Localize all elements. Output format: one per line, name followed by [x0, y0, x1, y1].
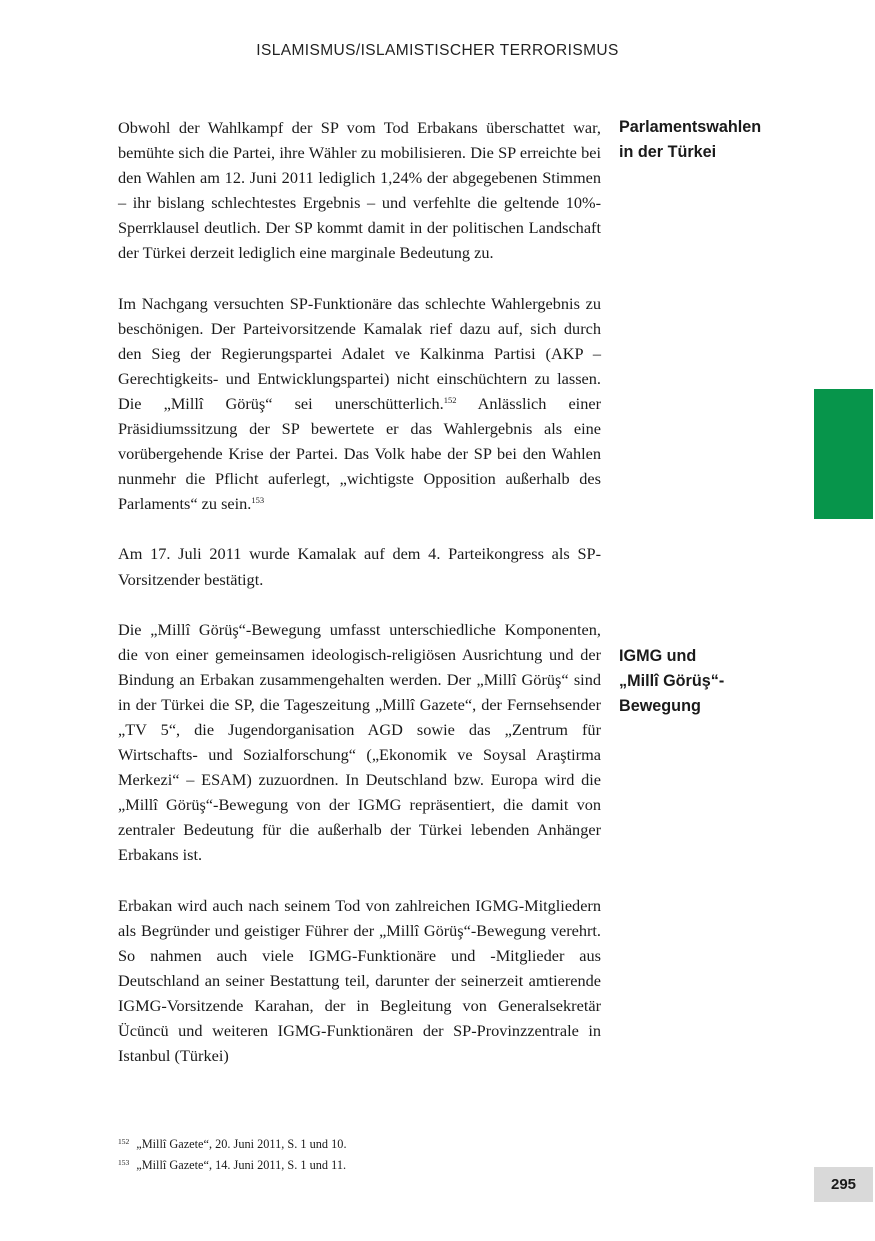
- paragraph-nachgang: [118, 291, 601, 517]
- paragraph-wahlkampf: Obwohl der Wahlkampf der SP vom Tod Erbakans überschattet war, bemühte sich die Partei, ihre Wähler zu mobilisieren. Die SP erreichte bei den Wahlen am 12. Juni 2011 lediglich 1,24% der abgegebenen Stimmen – ihr bislang schlechtestes Ergebnis – und verfehlte die geltende 10%-Sperrklausel deutlich. Der SP kommt damit in der politischen Landschaft der Türkei derzeit lediglich eine marginale Bedeutung zu.: [118, 118, 601, 263]
- side-heading-line: Parlamentswahlen: [619, 118, 762, 136]
- side-heading-line: IGMG und: [619, 647, 697, 665]
- side-heading-line: in der Türkei: [619, 143, 717, 161]
- side-heading-line: Bewegung: [619, 697, 701, 715]
- side-heading-line: „Millî Görüş“-: [619, 672, 725, 690]
- side-heading-igmg: [619, 644, 779, 719]
- paragraph-bewegung: Die „Millî Görüş“-Bewegung umfasst unterschiedliche Komponenten, die von einer gemeinsamen ideologisch-religiösen Ausrichtung und der Bindung an Erbakan zusammengehalten werden. Der „Millî Görüş“ sind in der Türkei die SP, die Tageszeitung „Millî Gazete“, der Fernsehsender „TV 5“, die Jugendorganisation AGD sowie das „Zentrum für Wirtschafts- und Sozialforschung“ („Ekonomik ve Soysal Araştirma Merkezi“ – ESAM) zuzuordnen. In Deutschland bzw. Europa wird die „Millî Görüş“-Bewegung von der IGMG repräsentiert, die damit von zentraler Bedeutung für die außerhalb der Türkei lebenden Anhänger Erbakans ist.: [118, 619, 601, 865]
- chapter-tab-marker: [814, 389, 873, 519]
- running-head: ISLAMISMUS/ISLAMISTISCHER TERRORISMUS: [256, 42, 619, 59]
- footnote-text: „Millî Gazete“, 20. Juni 2011, S. 1 und 10.: [136, 1137, 347, 1151]
- footnotes: [118, 1133, 598, 1174]
- paragraph-text: Anlässlich einer Präsidiumssitzung der SP bewertete er das Wahlergebnis als eine vorübergehende Krise der Partei. Das Volk habe der SP bei den Wahlen nunmehr die Pflicht auferlegt, „wichtigste Opposition außerhalb des Parlaments“ zu sein.: [118, 393, 601, 514]
- paragraph-erbakan: Erbakan wird auch nach seinem Tod von zahlreichen IGMG-Mitgliedern als Begründer und geistiger Führer der „Millî Görüş“-Bewegung verehrt. So nahmen auch viele IGMG-Funktionäre und -Mitglieder aus Deutschland an seiner Bestattung teil, darunter der seinerzeit amtierende IGMG-Vorsitzende Karahan, der in Begleitung von Generalsekretär Ücüncü und weiteren IGMG-Funktionären der SP-Provinzzentrale in Istanbul (Türkei): [118, 895, 601, 1066]
- paragraph-parteikongress: Am 17. Juli 2011 wurde Kamalak auf dem 4. Parteikongress als SP-Vorsitzender bestätigt.: [118, 544, 601, 589]
- paragraph-text: Im Nachgang versuchten SP-Funktionäre das schlechte Wahlergebnis zu beschönigen. Der Parteivorsitzende Kamalak rief dazu auf, sich durch den Sieg der Regierungspartei Adalet ve Kalkinma Partisi (AKP – Gerechtigkeits- und Entwicklungspartei) nicht einschüchtern zu lassen. Die „Millî Görüş“ sei unerschütterlich.: [118, 293, 601, 413]
- footnote-text: „Millî Gazete“, 14. Juni 2011, S. 1 und 11.: [136, 1157, 347, 1172]
- footnote-ref-153[interactable]: 153: [251, 495, 265, 506]
- side-heading-parlamentswahlen: [619, 115, 779, 165]
- page-number: 295: [814, 1167, 873, 1202]
- main-text-column: [118, 115, 601, 1093]
- footnote-ref-152[interactable]: 152: [443, 394, 457, 405]
- footnote-number: 153: [118, 1157, 130, 1167]
- footnote-153: [118, 1154, 598, 1175]
- footnote-152: [118, 1133, 598, 1154]
- footnote-number: 152: [118, 1137, 130, 1146]
